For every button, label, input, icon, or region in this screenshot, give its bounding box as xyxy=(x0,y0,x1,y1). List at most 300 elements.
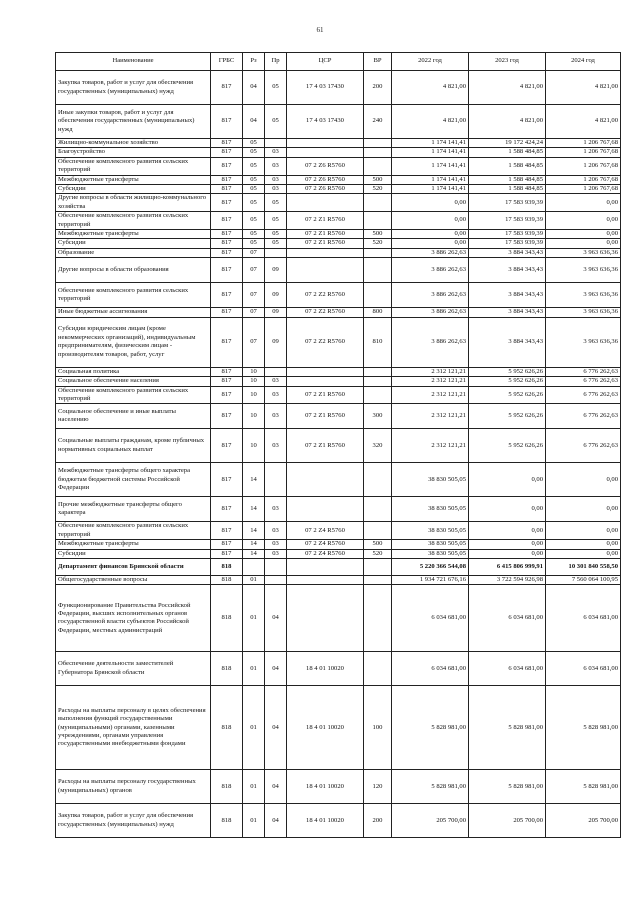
row-vr xyxy=(364,386,392,404)
row-name: Обеспечение комплексного развития сельских территорий xyxy=(56,212,211,230)
header-vr: ВР xyxy=(364,53,392,71)
row-value-2022: 0,00 xyxy=(392,212,469,230)
row-csr: 07 2 Z1 R5760 xyxy=(287,386,364,404)
row-rz: 01 xyxy=(243,804,265,838)
row-value-2023: 0,00 xyxy=(469,540,546,549)
table-row xyxy=(56,804,621,838)
row-grbs: 817 xyxy=(211,105,243,139)
row-name: Субсидии xyxy=(56,185,211,194)
row-value-2024: 4 821,00 xyxy=(546,71,621,105)
row-grbs: 817 xyxy=(211,367,243,376)
row-vr: 500 xyxy=(364,230,392,239)
row-value-2024: 6 776 262,63 xyxy=(546,367,621,376)
row-name: Обеспечение комплексного развития сельских территорий xyxy=(56,386,211,404)
row-grbs: 817 xyxy=(211,463,243,497)
row-csr xyxy=(287,248,364,257)
row-value-2024: 3 963 636,36 xyxy=(546,308,621,317)
row-rz: 05 xyxy=(243,148,265,157)
row-pr: 04 xyxy=(265,804,287,838)
row-name: Жилищно-коммунальное хозяйство xyxy=(56,139,211,148)
table-row xyxy=(56,139,621,148)
row-pr: 03 xyxy=(265,377,287,386)
row-csr xyxy=(287,367,364,376)
row-pr: 04 xyxy=(265,770,287,804)
row-rz: 05 xyxy=(243,212,265,230)
row-grbs: 817 xyxy=(211,386,243,404)
row-pr: 05 xyxy=(265,239,287,248)
row-csr: 07 2 Z6 R5760 xyxy=(287,185,364,194)
row-name: Социальное обеспечение населения xyxy=(56,377,211,386)
row-value-2022: 2 312 121,21 xyxy=(392,377,469,386)
row-grbs: 818 xyxy=(211,804,243,838)
row-csr xyxy=(287,148,364,157)
table-row xyxy=(56,429,621,463)
row-vr xyxy=(364,194,392,212)
row-grbs: 817 xyxy=(211,239,243,248)
row-name: Социальная политика xyxy=(56,367,211,376)
row-pr: 09 xyxy=(265,258,287,283)
header-rz: Рз xyxy=(243,53,265,71)
row-value-2024: 0,00 xyxy=(546,212,621,230)
row-pr: 03 xyxy=(265,540,287,549)
row-grbs: 817 xyxy=(211,175,243,184)
row-rz: 05 xyxy=(243,175,265,184)
row-value-2024: 0,00 xyxy=(546,239,621,248)
row-name: Обеспечение комплексного развития сельских территорий xyxy=(56,157,211,175)
table-row xyxy=(56,175,621,184)
row-value-2023: 17 583 939,39 xyxy=(469,212,546,230)
row-grbs: 817 xyxy=(211,429,243,463)
row-value-2023: 3 884 343,43 xyxy=(469,308,546,317)
row-rz: 10 xyxy=(243,377,265,386)
budget-table xyxy=(55,52,621,838)
header-grbs: ГРБС xyxy=(211,53,243,71)
row-grbs: 817 xyxy=(211,497,243,522)
table-row xyxy=(56,230,621,239)
row-vr: 100 xyxy=(364,686,392,770)
row-grbs: 818 xyxy=(211,652,243,686)
row-value-2022: 2 312 121,21 xyxy=(392,429,469,463)
table-row xyxy=(56,575,621,584)
row-vr xyxy=(364,497,392,522)
row-name: Социальные выплаты гражданам, кроме публичных нормативных социальных выплат xyxy=(56,429,211,463)
row-vr: 120 xyxy=(364,770,392,804)
row-value-2023: 3 884 343,43 xyxy=(469,283,546,308)
table-row xyxy=(56,770,621,804)
row-csr: 07 2 Z1 R5760 xyxy=(287,230,364,239)
row-pr: 03 xyxy=(265,497,287,522)
row-grbs: 818 xyxy=(211,558,243,575)
row-pr: 05 xyxy=(265,71,287,105)
row-vr xyxy=(364,212,392,230)
header-year-2022: 2022 год xyxy=(392,53,469,71)
row-rz: 14 xyxy=(243,497,265,522)
row-name: Закупка товаров, работ и услуг для обеспечения государственных (муниципальных) нужд xyxy=(56,804,211,838)
row-pr xyxy=(265,463,287,497)
row-csr: 07 2 Z6 R5760 xyxy=(287,157,364,175)
row-vr xyxy=(364,522,392,540)
header-name: Наименование xyxy=(56,53,211,71)
row-grbs: 817 xyxy=(211,549,243,558)
table-row xyxy=(56,239,621,248)
row-value-2022: 3 886 262,63 xyxy=(392,258,469,283)
table-row xyxy=(56,308,621,317)
row-pr: 04 xyxy=(265,585,287,652)
table-row xyxy=(56,377,621,386)
row-vr xyxy=(364,377,392,386)
row-pr: 04 xyxy=(265,686,287,770)
row-grbs: 817 xyxy=(211,194,243,212)
row-pr: 03 xyxy=(265,175,287,184)
row-rz: 07 xyxy=(243,283,265,308)
table-row xyxy=(56,71,621,105)
row-csr: 07 2 Z1 R5760 xyxy=(287,212,364,230)
row-vr xyxy=(364,585,392,652)
row-vr: 520 xyxy=(364,185,392,194)
row-value-2022: 3 886 262,63 xyxy=(392,317,469,367)
row-grbs: 817 xyxy=(211,317,243,367)
header-pr: Пр xyxy=(265,53,287,71)
row-value-2022: 0,00 xyxy=(392,194,469,212)
row-grbs: 817 xyxy=(211,230,243,239)
row-value-2024: 3 963 636,36 xyxy=(546,258,621,283)
row-pr: 05 xyxy=(265,230,287,239)
table-row xyxy=(56,258,621,283)
row-value-2024: 10 301 840 558,50 xyxy=(546,558,621,575)
row-value-2023: 5 952 626,26 xyxy=(469,386,546,404)
row-grbs: 817 xyxy=(211,71,243,105)
row-rz: 14 xyxy=(243,549,265,558)
row-rz xyxy=(243,558,265,575)
row-value-2022: 1 174 141,41 xyxy=(392,157,469,175)
row-name: Социальное обеспечение и иные выплаты населению xyxy=(56,404,211,429)
row-name: Закупка товаров, работ и услуг для обеспечения государственных (муниципальных) нужд xyxy=(56,71,211,105)
row-value-2022: 3 886 262,63 xyxy=(392,248,469,257)
row-value-2023: 6 034 681,00 xyxy=(469,652,546,686)
row-rz: 01 xyxy=(243,686,265,770)
row-value-2023: 0,00 xyxy=(469,522,546,540)
row-csr: 07 2 Z2 R5760 xyxy=(287,317,364,367)
table-row xyxy=(56,585,621,652)
row-csr: 18 4 01 10020 xyxy=(287,770,364,804)
row-pr xyxy=(265,558,287,575)
row-value-2024: 0,00 xyxy=(546,522,621,540)
row-value-2024: 6 776 262,63 xyxy=(546,404,621,429)
row-value-2023: 1 588 484,85 xyxy=(469,175,546,184)
row-name: Субсидии xyxy=(56,549,211,558)
row-rz: 05 xyxy=(243,230,265,239)
row-csr: 07 2 Z2 R5760 xyxy=(287,283,364,308)
row-name: Межбюджетные трансферты xyxy=(56,230,211,239)
row-name: Благоустройство xyxy=(56,148,211,157)
row-pr: 05 xyxy=(265,105,287,139)
row-grbs: 818 xyxy=(211,575,243,584)
row-value-2022: 1 174 141,41 xyxy=(392,175,469,184)
row-rz: 01 xyxy=(243,575,265,584)
table-row xyxy=(56,248,621,257)
row-pr: 03 xyxy=(265,549,287,558)
row-pr: 03 xyxy=(265,429,287,463)
row-csr: 18 4 01 10020 xyxy=(287,804,364,838)
row-rz: 07 xyxy=(243,317,265,367)
row-value-2024: 3 963 636,36 xyxy=(546,248,621,257)
row-value-2022: 205 700,00 xyxy=(392,804,469,838)
row-vr xyxy=(364,157,392,175)
row-csr: 07 2 Z1 R5760 xyxy=(287,239,364,248)
row-name: Другие вопросы в области образования xyxy=(56,258,211,283)
row-pr xyxy=(265,367,287,376)
table-row xyxy=(56,540,621,549)
row-pr: 05 xyxy=(265,194,287,212)
row-value-2023: 3 884 343,43 xyxy=(469,317,546,367)
table-row xyxy=(56,148,621,157)
table-row xyxy=(56,367,621,376)
row-value-2023: 17 583 939,39 xyxy=(469,230,546,239)
row-grbs: 817 xyxy=(211,540,243,549)
table-row xyxy=(56,522,621,540)
row-pr: 09 xyxy=(265,317,287,367)
table-row xyxy=(56,317,621,367)
row-rz: 07 xyxy=(243,248,265,257)
row-value-2023: 3 884 343,43 xyxy=(469,258,546,283)
row-csr: 17 4 03 17430 xyxy=(287,71,364,105)
row-csr xyxy=(287,497,364,522)
table-row xyxy=(56,558,621,575)
header-csr: ЦСР xyxy=(287,53,364,71)
row-vr: 800 xyxy=(364,308,392,317)
row-name: Иные бюджетные ассигнования xyxy=(56,308,211,317)
row-value-2022: 3 886 262,63 xyxy=(392,283,469,308)
row-csr xyxy=(287,377,364,386)
table-row xyxy=(56,549,621,558)
row-csr xyxy=(287,558,364,575)
row-value-2024: 0,00 xyxy=(546,540,621,549)
row-vr: 300 xyxy=(364,404,392,429)
table-row xyxy=(56,686,621,770)
row-csr: 07 2 Z1 R5760 xyxy=(287,404,364,429)
row-value-2023: 205 700,00 xyxy=(469,804,546,838)
row-grbs: 817 xyxy=(211,377,243,386)
row-vr xyxy=(364,258,392,283)
row-value-2023: 17 583 939,39 xyxy=(469,194,546,212)
row-grbs: 817 xyxy=(211,212,243,230)
row-rz: 07 xyxy=(243,308,265,317)
row-csr: 07 2 Z6 R5760 xyxy=(287,175,364,184)
row-value-2023: 0,00 xyxy=(469,463,546,497)
row-pr: 05 xyxy=(265,212,287,230)
row-value-2023: 4 821,00 xyxy=(469,105,546,139)
table-row xyxy=(56,497,621,522)
row-grbs: 817 xyxy=(211,248,243,257)
row-value-2024: 0,00 xyxy=(546,230,621,239)
row-name: Образование xyxy=(56,248,211,257)
row-rz: 07 xyxy=(243,258,265,283)
row-value-2022: 0,00 xyxy=(392,239,469,248)
row-value-2023: 4 821,00 xyxy=(469,71,546,105)
row-pr: 03 xyxy=(265,157,287,175)
row-rz: 01 xyxy=(243,652,265,686)
row-value-2022: 0,00 xyxy=(392,230,469,239)
row-name: Расходы на выплаты персоналу государственных (муниципальных) органов xyxy=(56,770,211,804)
table-row xyxy=(56,105,621,139)
row-value-2023: 6 034 681,00 xyxy=(469,585,546,652)
row-name: Общегосударственные вопросы xyxy=(56,575,211,584)
row-vr: 520 xyxy=(364,549,392,558)
row-value-2022: 38 830 505,05 xyxy=(392,463,469,497)
row-vr xyxy=(364,367,392,376)
row-value-2024: 6 034 681,00 xyxy=(546,652,621,686)
table-row xyxy=(56,404,621,429)
row-value-2023: 5 952 626,26 xyxy=(469,429,546,463)
row-vr xyxy=(364,558,392,575)
row-grbs: 817 xyxy=(211,283,243,308)
row-value-2023: 5 828 981,00 xyxy=(469,686,546,770)
row-vr xyxy=(364,575,392,584)
row-vr: 810 xyxy=(364,317,392,367)
row-csr: 18 4 01 10020 xyxy=(287,652,364,686)
row-value-2023: 5 952 626,26 xyxy=(469,377,546,386)
row-value-2024: 205 700,00 xyxy=(546,804,621,838)
row-value-2022: 1 174 141,41 xyxy=(392,148,469,157)
row-csr xyxy=(287,139,364,148)
row-value-2023: 5 952 626,26 xyxy=(469,367,546,376)
row-value-2022: 3 886 262,63 xyxy=(392,308,469,317)
table-row xyxy=(56,194,621,212)
page-number: 61 xyxy=(316,26,324,34)
row-value-2024: 5 828 981,00 xyxy=(546,686,621,770)
row-name: Межбюджетные трансферты xyxy=(56,540,211,549)
row-value-2023: 1 588 484,85 xyxy=(469,157,546,175)
row-vr xyxy=(364,248,392,257)
row-vr xyxy=(364,283,392,308)
table-row xyxy=(56,212,621,230)
row-value-2024: 3 963 636,36 xyxy=(546,317,621,367)
row-csr: 07 2 Z4 R5760 xyxy=(287,540,364,549)
row-value-2022: 38 830 505,05 xyxy=(392,497,469,522)
row-value-2023: 3 884 343,43 xyxy=(469,248,546,257)
row-grbs: 817 xyxy=(211,258,243,283)
row-pr: 09 xyxy=(265,308,287,317)
row-name: Субсидии юридическим лицам (кроме некоммерческих организаций), индивидуальным предпринимателям, физическим лицам - производителям товаров, работ, услуг xyxy=(56,317,211,367)
row-value-2024: 6 776 262,63 xyxy=(546,429,621,463)
row-grbs: 817 xyxy=(211,157,243,175)
row-rz: 10 xyxy=(243,386,265,404)
row-grbs: 817 xyxy=(211,404,243,429)
row-value-2023: 0,00 xyxy=(469,497,546,522)
row-vr: 240 xyxy=(364,105,392,139)
row-grbs: 818 xyxy=(211,585,243,652)
row-rz: 05 xyxy=(243,139,265,148)
row-vr: 500 xyxy=(364,540,392,549)
row-value-2022: 38 830 505,05 xyxy=(392,522,469,540)
row-csr: 07 2 Z2 R5760 xyxy=(287,308,364,317)
row-pr xyxy=(265,575,287,584)
row-value-2023: 0,00 xyxy=(469,549,546,558)
row-value-2024: 1 206 767,68 xyxy=(546,157,621,175)
row-csr xyxy=(287,463,364,497)
header-year-2023: 2023 год xyxy=(469,53,546,71)
row-name: Функционирование Правительства Российской Федерации, высших исполнительных органов государственной власти субъектов Российской Федерации, местных администраций xyxy=(56,585,211,652)
row-value-2023: 1 588 484,85 xyxy=(469,185,546,194)
row-csr xyxy=(287,575,364,584)
row-value-2024: 6 034 681,00 xyxy=(546,585,621,652)
row-vr xyxy=(364,463,392,497)
row-value-2023: 1 588 484,85 xyxy=(469,148,546,157)
row-grbs: 817 xyxy=(211,185,243,194)
row-name: Расходы на выплаты персоналу в целях обеспечения выполнения функций государственными (муниципальными) органами, казенными учреждениями, органами управления государственными внебюджетными фондами xyxy=(56,686,211,770)
row-value-2023: 3 722 594 926,98 xyxy=(469,575,546,584)
row-grbs: 817 xyxy=(211,308,243,317)
row-rz: 10 xyxy=(243,429,265,463)
row-value-2024: 0,00 xyxy=(546,194,621,212)
row-name: Департамент финансов Брянской области xyxy=(56,558,211,575)
table-row xyxy=(56,283,621,308)
row-value-2022: 6 034 681,00 xyxy=(392,652,469,686)
row-value-2022: 1 174 141,41 xyxy=(392,185,469,194)
row-grbs: 818 xyxy=(211,770,243,804)
row-grbs: 817 xyxy=(211,139,243,148)
row-pr: 03 xyxy=(265,404,287,429)
row-value-2024: 5 828 981,00 xyxy=(546,770,621,804)
row-value-2024: 6 776 262,63 xyxy=(546,377,621,386)
row-value-2024: 0,00 xyxy=(546,497,621,522)
row-value-2022: 1 174 141,41 xyxy=(392,139,469,148)
row-value-2023: 17 583 939,39 xyxy=(469,239,546,248)
row-name: Обеспечение комплексного развития сельских территорий xyxy=(56,522,211,540)
row-rz: 04 xyxy=(243,105,265,139)
row-value-2024: 4 821,00 xyxy=(546,105,621,139)
row-pr: 03 xyxy=(265,148,287,157)
row-vr xyxy=(364,652,392,686)
row-pr xyxy=(265,248,287,257)
row-csr: 07 2 Z4 R5760 xyxy=(287,549,364,558)
row-value-2022: 5 220 366 544,08 xyxy=(392,558,469,575)
row-value-2022: 38 830 505,05 xyxy=(392,540,469,549)
row-grbs: 817 xyxy=(211,522,243,540)
row-vr xyxy=(364,148,392,157)
row-rz: 04 xyxy=(243,71,265,105)
row-value-2022: 6 034 681,00 xyxy=(392,585,469,652)
row-value-2022: 4 821,00 xyxy=(392,71,469,105)
row-name: Обеспечение комплексного развития сельских территорий xyxy=(56,283,211,308)
row-grbs: 817 xyxy=(211,148,243,157)
row-rz: 14 xyxy=(243,522,265,540)
row-name: Прочие межбюджетные трансферты общего характера xyxy=(56,497,211,522)
row-value-2024: 1 206 767,68 xyxy=(546,148,621,157)
row-value-2024: 1 206 767,68 xyxy=(546,175,621,184)
row-rz: 05 xyxy=(243,157,265,175)
row-value-2024: 6 776 262,63 xyxy=(546,386,621,404)
row-vr xyxy=(364,139,392,148)
row-csr xyxy=(287,258,364,283)
row-pr: 04 xyxy=(265,652,287,686)
row-vr: 200 xyxy=(364,71,392,105)
row-csr xyxy=(287,585,364,652)
row-value-2022: 2 312 121,21 xyxy=(392,386,469,404)
row-rz: 05 xyxy=(243,194,265,212)
row-value-2024: 7 560 064 100,95 xyxy=(546,575,621,584)
row-csr: 18 4 01 10020 xyxy=(287,686,364,770)
row-pr: 09 xyxy=(265,283,287,308)
row-name: Другие вопросы в области жилищно-коммунального хозяйства xyxy=(56,194,211,212)
row-grbs: 818 xyxy=(211,686,243,770)
row-vr: 200 xyxy=(364,804,392,838)
row-value-2024: 0,00 xyxy=(546,463,621,497)
row-name: Межбюджетные трансферты xyxy=(56,175,211,184)
row-rz: 05 xyxy=(243,239,265,248)
row-name: Иные закупки товаров, работ и услуг для обеспечения государственных (муниципальных) нужд xyxy=(56,105,211,139)
row-rz: 10 xyxy=(243,404,265,429)
